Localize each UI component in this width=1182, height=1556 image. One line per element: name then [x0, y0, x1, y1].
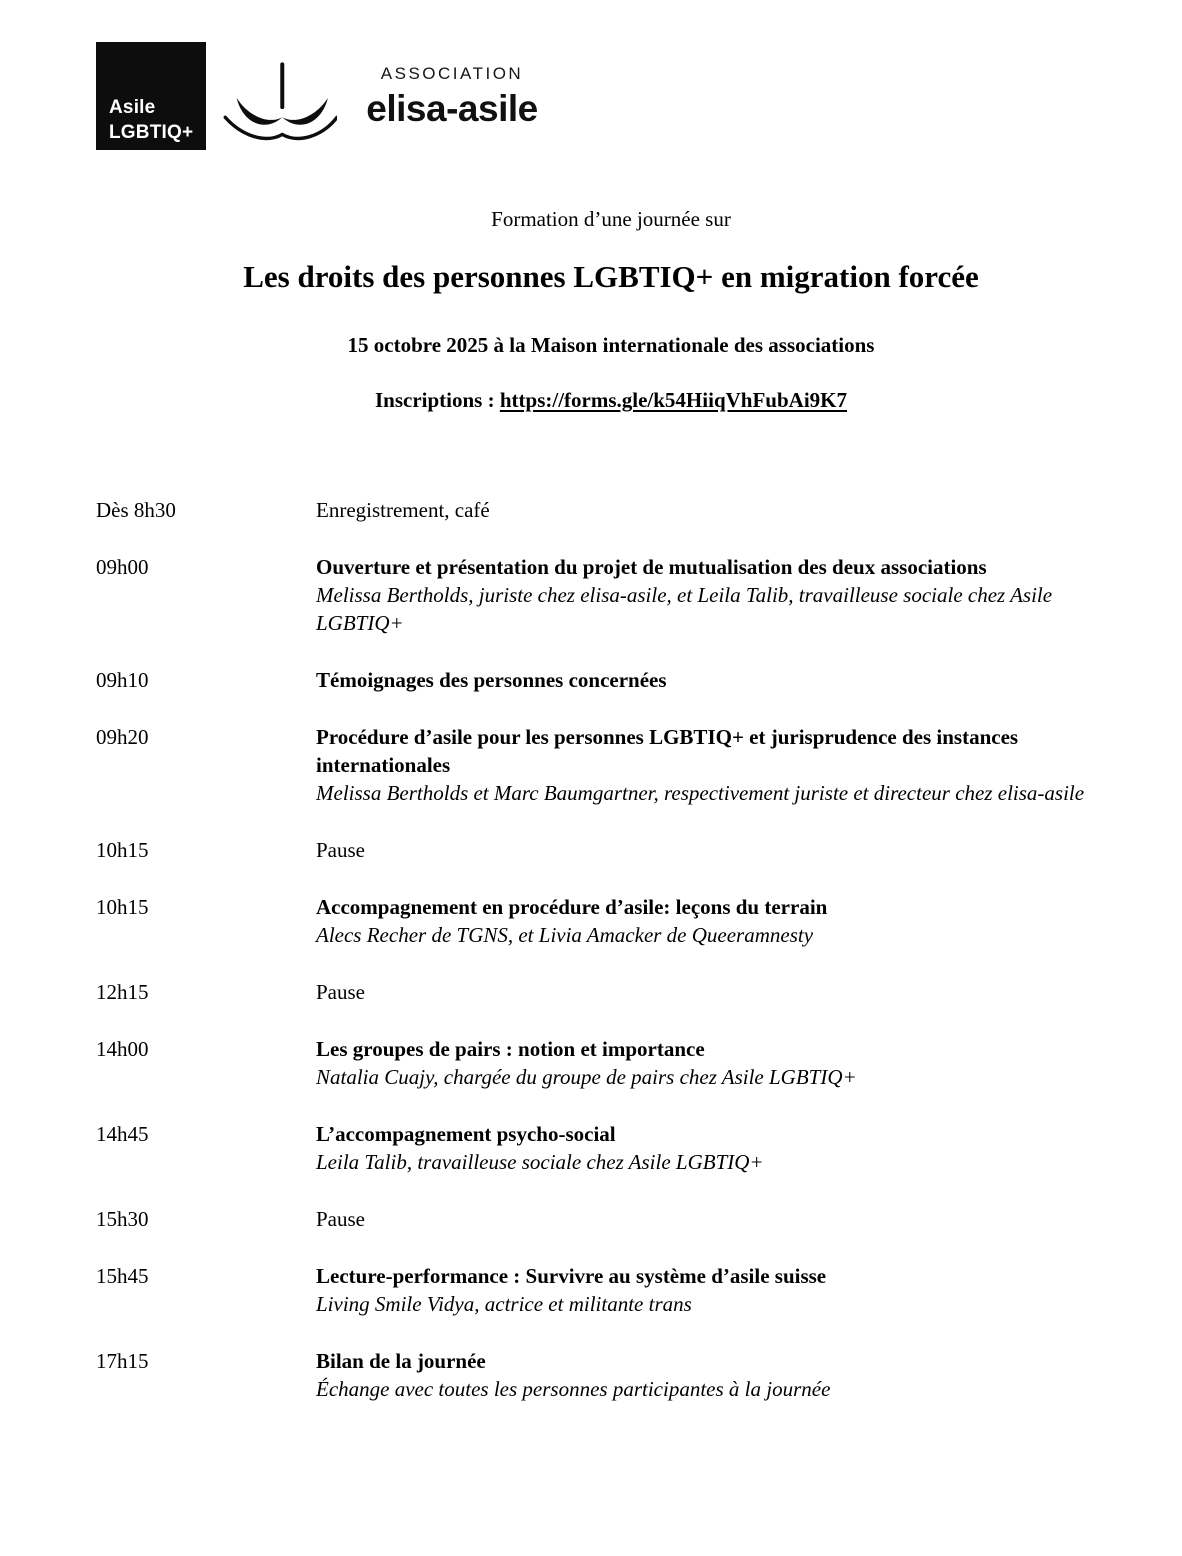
schedule-time: 17h15: [96, 1349, 149, 1373]
session-speakers: Natalia Cuajy, chargée du groupe de pairs chez Asile LGBTIQ+: [316, 1065, 857, 1089]
session-speakers: Living Smile Vidya, actrice et militante trans: [316, 1292, 692, 1316]
session-title: Procédure d’asile pour les personnes LGBTIQ+ et jurisprudence des instances internationales: [316, 725, 1019, 777]
schedule-time: 10h15: [96, 838, 149, 862]
schedule-time: 09h20: [96, 725, 149, 749]
schedule-time: 09h00: [96, 555, 149, 579]
schedule-time: 14h00: [96, 1037, 149, 1061]
inscriptions-link[interactable]: https://forms.gle/k54HiiqVhFubAi9K7: [499, 388, 847, 412]
schedule-row: [96, 836, 1128, 864]
schedule-row: [96, 1347, 1128, 1403]
session-title: Ouverture et présentation du projet de mutualisation des deux associations: [316, 555, 987, 579]
schedule-row: [96, 1035, 1128, 1091]
schedule-time: 15h45: [96, 1264, 149, 1288]
schedule-row: [96, 723, 1128, 807]
schedule-row: [96, 893, 1128, 949]
session-title: Pause: [316, 980, 365, 1004]
session-title: Enregistrement, café: [316, 498, 490, 522]
session-speakers: Alecs Recher de TGNS, et Livia Amacker de Queeramnesty: [316, 923, 814, 947]
session-title: Pause: [316, 1207, 365, 1231]
schedule-row: [96, 978, 1128, 1006]
session-title: Lecture-performance : Survivre au système d’asile suisse: [316, 1264, 827, 1288]
session-title: Les groupes de pairs : notion et importance: [316, 1037, 705, 1061]
page-title: Les droits des personnes LGBTIQ+ en migration forcée: [243, 259, 979, 294]
asile-logo-line2: LGBTIQ+: [109, 122, 194, 143]
date-location-line: 15 octobre 2025 à la Maison internationale des associations: [347, 333, 875, 357]
session-speakers: Leila Talib, travailleuse sociale chez Asile LGBTIQ+: [316, 1150, 764, 1174]
schedule: [96, 496, 1128, 1403]
schedule-time: 15h30: [96, 1207, 149, 1231]
session-title: L’accompagnement psycho-social: [316, 1122, 616, 1146]
schedule-row: [96, 1120, 1128, 1176]
inscriptions-label: Inscriptions :: [375, 388, 495, 412]
schedule-time: 10h15: [96, 895, 149, 919]
session-title: Bilan de la journée: [316, 1349, 486, 1373]
asile-logo-line1: Asile: [109, 97, 156, 118]
boat-icon: [223, 62, 337, 147]
schedule-time: Dès 8h30: [96, 498, 176, 522]
schedule-row: [96, 496, 1128, 524]
session-title: Pause: [316, 838, 365, 862]
schedule-row: [96, 1205, 1128, 1233]
kicker-line: Formation d’une journée sur: [491, 207, 731, 231]
asile-lgbtiq-logo: [96, 42, 206, 150]
elisa-asile-logo: [349, 64, 555, 129]
session-speakers: Échange avec toutes les personnes participantes à la journée: [316, 1377, 831, 1401]
schedule-time: 12h15: [96, 980, 149, 1004]
schedule-row: [96, 666, 1128, 694]
schedule-row: [96, 1262, 1128, 1318]
inscriptions-line: [96, 386, 1126, 414]
session-speakers: Melissa Bertholds et Marc Baumgartner, respectivement juriste et directeur chez elisa-asile: [316, 781, 1085, 805]
association-label: ASSOCIATION: [380, 64, 524, 83]
schedule-time: 14h45: [96, 1122, 149, 1146]
schedule-row: [96, 553, 1128, 637]
schedule-time: 09h10: [96, 668, 149, 692]
elisa-asile-name: elisa-asile: [366, 88, 538, 129]
header-logos: [0, 0, 1182, 150]
session-title: Accompagnement en procédure d’asile: leçons du terrain: [316, 895, 828, 919]
session-title: Témoignages des personnes concernées: [316, 668, 667, 692]
intro-section: [96, 205, 1126, 414]
session-speakers: Melissa Bertholds, juriste chez elisa-asile, et Leila Talib, travailleuse sociale chez Asile LGBTIQ+: [316, 583, 1053, 635]
